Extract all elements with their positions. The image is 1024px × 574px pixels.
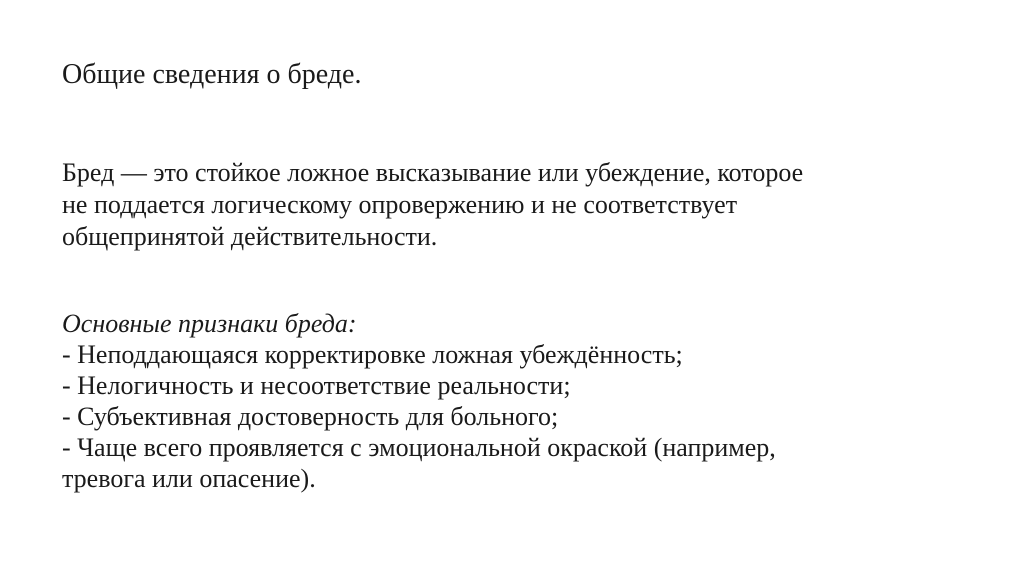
sign-item: - Неподдающаяся корректировке ложная убеждённость; <box>62 340 683 369</box>
sign-item: - Чаще всего проявляется с эмоциональной окраской (например, <box>62 433 776 462</box>
definition-line: не поддается логическому опровержению и не соответствует <box>62 190 738 219</box>
signs-heading: Основные признаки бреда: <box>62 309 357 338</box>
slide-title: Общие сведения о бреде. <box>62 59 362 90</box>
definition-line: Бред — это стойкое ложное высказывание или убеждение, которое <box>62 158 804 187</box>
sign-item-continuation: тревога или опасение). <box>62 464 316 493</box>
sign-item: - Нелогичность и несоответствие реальности; <box>62 371 571 400</box>
definition-paragraph <box>62 157 962 253</box>
definition-line: общепринятой действительности. <box>62 222 438 251</box>
signs-list <box>62 308 982 494</box>
sign-item: - Субъективная достоверность для больного; <box>62 402 559 431</box>
